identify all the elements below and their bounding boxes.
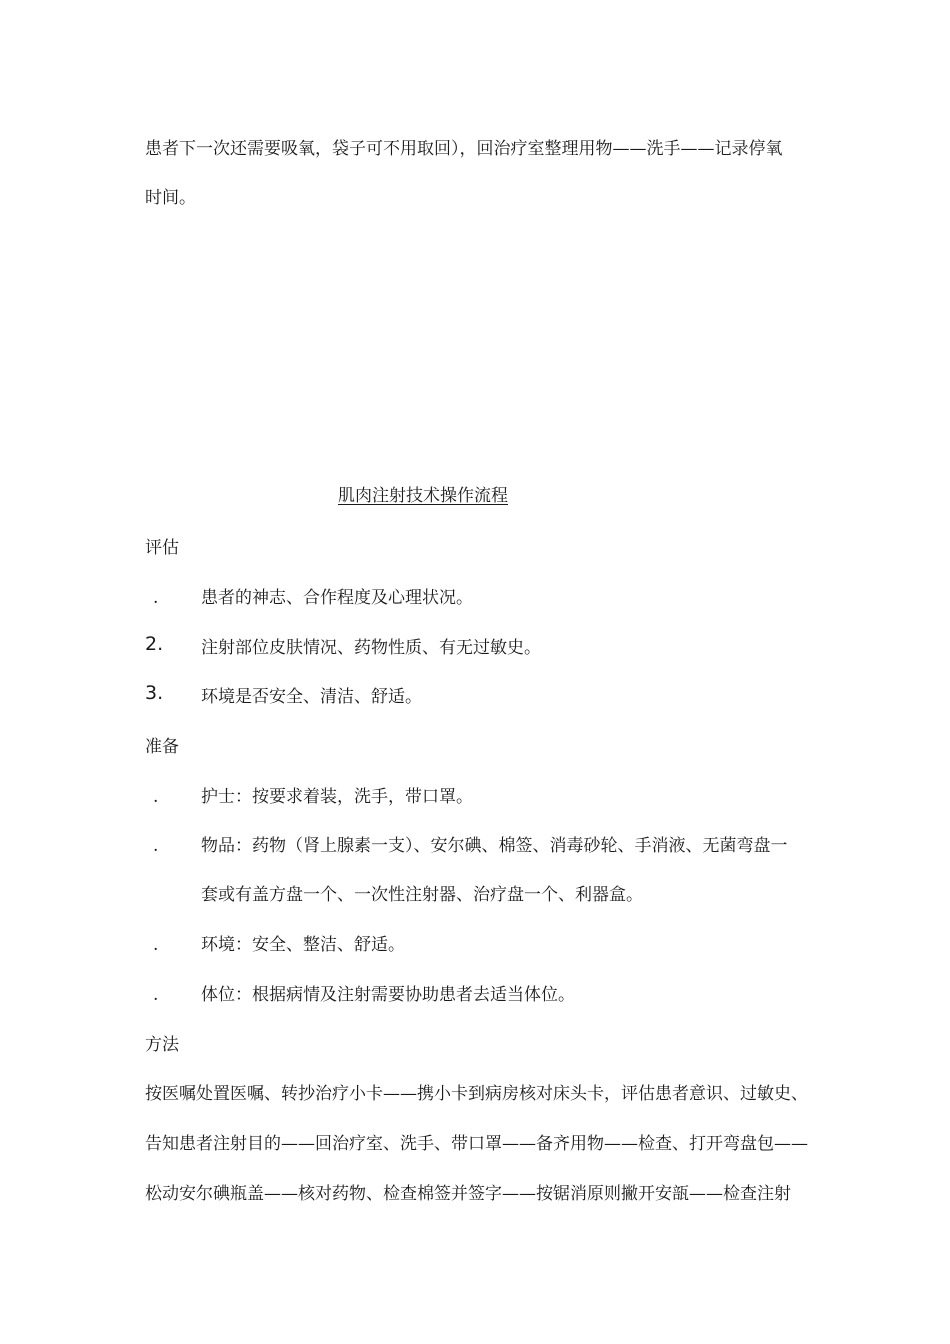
method-heading: 方法: [145, 1035, 179, 1055]
list-marker: .: [153, 836, 159, 856]
list-item-text: 物品：药物（肾上腺素一支）、安尔碘、棉签、消毒砂轮、手消液、无菌弯盘一: [201, 836, 788, 856]
list-marker: 2.: [145, 633, 164, 655]
list-item-text: 患者的神志、合作程度及心理状况。: [201, 588, 473, 608]
list-item-text: 环境：安全、整洁、舒适。: [201, 935, 405, 955]
list-item-text-continued: 套或有盖方盘一个、一次性注射器、治疗盘一个、利器盒。: [201, 885, 643, 905]
intro-line-2: 时间。: [145, 188, 196, 208]
intro-line-1: 患者下一次还需要吸氧，袋子可不用取回），回治疗室整理用物——洗手——记录停氧: [145, 139, 783, 159]
method-line-2: 告知患者注射目的——回治疗室、洗手、带口罩——备齐用物——检查、打开弯盘包——: [145, 1134, 808, 1154]
list-marker: .: [153, 985, 159, 1005]
prepare-heading: 准备: [145, 737, 179, 757]
method-line-3: 松动安尔碘瓶盖——核对药物、检查棉签并签字——按锯消原则撇开安瓿——检查注射: [145, 1184, 791, 1204]
method-line-1: 按医嘱处置医嘱、转抄治疗小卡——携小卡到病房核对床头卡，评估患者意识、过敏史、: [145, 1084, 808, 1104]
list-marker: 3.: [145, 682, 164, 704]
list-marker: .: [153, 588, 159, 608]
assess-heading: 评估: [145, 538, 179, 558]
section-title-text: 肌肉注射技术操作流程: [338, 486, 508, 506]
list-item-text: 注射部位皮肤情况、药物性质、有无过敏史。: [201, 638, 541, 658]
list-item-text: 护士：按要求着装，洗手，带口罩。: [201, 787, 473, 807]
list-item-text: 环境是否安全、清洁、舒适。: [201, 687, 422, 707]
list-marker: .: [153, 935, 159, 955]
list-marker: .: [153, 787, 159, 807]
list-item-text: 体位：根据病情及注射需要协助患者去适当体位。: [201, 985, 575, 1005]
